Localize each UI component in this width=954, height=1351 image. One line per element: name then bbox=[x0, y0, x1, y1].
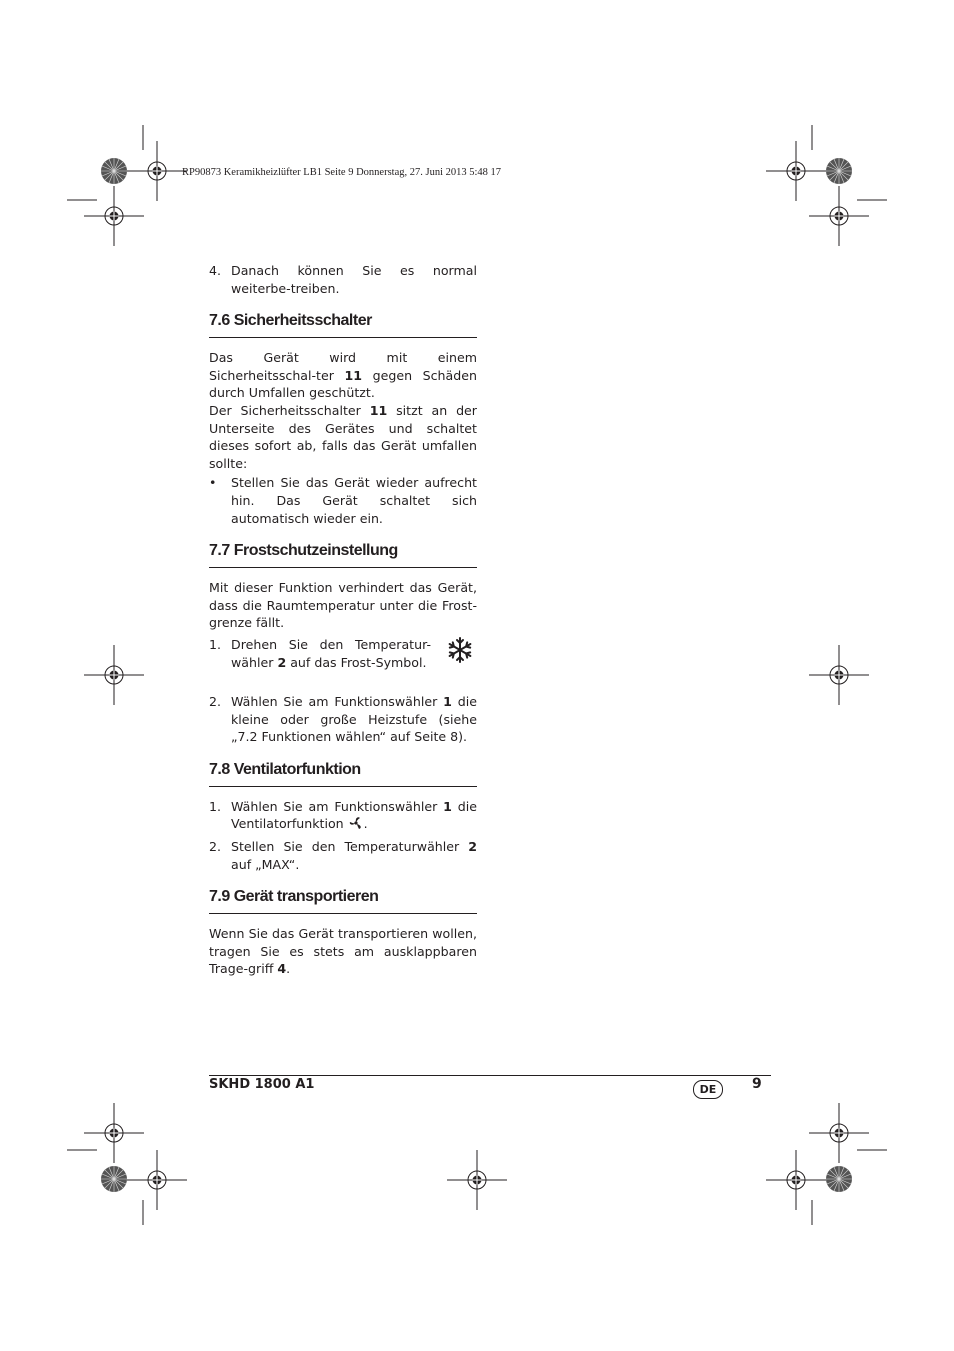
section-heading-7-6: 7.6 Sicherheitsschalter bbox=[209, 311, 477, 338]
bullet-item bbox=[209, 474, 477, 527]
paragraph: Wenn Sie das Gerät transportieren wollen, tragen Sie es stets am ausklappbaren Trage-griff 4. bbox=[209, 926, 477, 977]
footer-rule bbox=[209, 1075, 771, 1076]
print-slug-line: RP90873 Keramikheizlüfter LB1 Seite 9 Donnerstag, 27. Juni 2013 5:48 17 bbox=[182, 167, 502, 178]
list-number: 2. bbox=[209, 694, 222, 710]
ref-number: 1 bbox=[443, 798, 452, 814]
snowflake-icon bbox=[446, 636, 474, 664]
bullet-text: Stellen Sie das Gerät wieder aufrecht hin. Das Gerät schaltet sich automatisch wieder ein. bbox=[231, 475, 477, 526]
paragraph: Das Gerät wird mit einem Sicherheitsschal-ter 11 gegen Schäden durch Umfallen geschützt. bbox=[209, 350, 477, 401]
page-number: 9 bbox=[752, 1076, 762, 1092]
ref-number: 4 bbox=[277, 961, 287, 977]
paragraph: Mit dieser Funktion verhindert das Gerät, dass die Raumtemperatur unter die Frost-grenze fällt. bbox=[209, 580, 477, 631]
section-heading-7-7: 7.7 Frostschutzeinstellung bbox=[209, 541, 477, 568]
paragraph: Der Sicherheitsschalter 11 sitzt an der Unterseite des Gerätes und schaltet dieses sofort ab, falls das Gerät umfallen sollte: bbox=[209, 402, 477, 471]
footer-model-number: SKHD 1800 A1 bbox=[209, 1077, 315, 1092]
list-number: 1. bbox=[209, 636, 222, 652]
list-item bbox=[209, 262, 477, 297]
ref-number: 2 bbox=[277, 654, 287, 670]
ref-number: 11 bbox=[344, 367, 363, 383]
list-item: 1. Drehen Sie den Temperatur-wähler 2 auf das Frost-Symbol. bbox=[209, 636, 431, 670]
list-text: Danach können Sie es normal weiterbe-treiben. bbox=[231, 263, 477, 296]
list-item: 1. Wählen Sie am Funktionswähler 1 die Ventilatorfunktion . bbox=[209, 798, 478, 832]
ref-number: 2 bbox=[468, 839, 477, 855]
content-column bbox=[209, 262, 477, 978]
list-item: 2. Stellen Sie den Temperaturwähler 2 auf „MAX“. bbox=[209, 839, 477, 872]
ref-number: 1 bbox=[443, 694, 452, 710]
list-number: 4. bbox=[209, 263, 222, 278]
ref-number: 11 bbox=[369, 402, 388, 418]
bullet-icon: • bbox=[209, 475, 217, 491]
language-badge: DE bbox=[693, 1080, 723, 1099]
list-number: 2. bbox=[209, 839, 222, 855]
section-heading-7-8: 7.8 Ventilatorfunktion bbox=[209, 760, 477, 787]
list-item: 2. Wählen Sie am Funktionswähler 1 die kleine oder große Heizstufe (siehe „7.2 Funktionen wählen“ auf Seite 8). bbox=[209, 694, 478, 745]
section-heading-7-9: 7.9 Gerät transportieren bbox=[209, 887, 477, 914]
fan-icon bbox=[348, 816, 364, 830]
list-number: 1. bbox=[209, 798, 222, 814]
step-with-icon bbox=[209, 636, 477, 671]
